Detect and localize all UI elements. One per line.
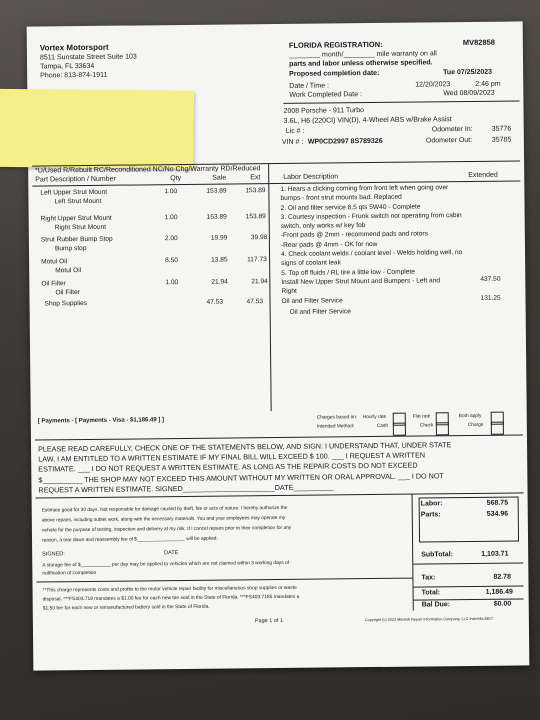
col-labor-header: Labor Description — [283, 173, 339, 181]
statement-line: LAW, I AM ENTITLED TO A WRITTEN ESTIMATE IF MY FINAL BILL WILL EXCEED $ 100. ___ I REQUEST A WRITTEN — [38, 450, 426, 464]
col-sale-header: Sale — [212, 174, 227, 182]
part-qty: 1.00 — [164, 214, 178, 222]
labor-line: signs of coolant leak — [281, 259, 341, 268]
part-name: Strut Rubber Bump Stop — [40, 235, 113, 244]
fine-print-line: reason, a tear down and reassembly fee of $__________________ will be applied. — [42, 536, 218, 544]
col-part-header: Part Description / Number — [35, 175, 116, 184]
labor-line: 3. Courtesy inspection - Frunk switch not operating from cabin — [280, 211, 462, 221]
parts-total-value: 534.96 — [486, 510, 509, 518]
written-estimate-statement — [38, 440, 452, 495]
tax-value: 82.78 — [493, 573, 512, 581]
part-sale: 13.85 — [211, 256, 228, 264]
cash-label: Cash — [376, 423, 389, 429]
storage-line: notification of completion — [42, 570, 97, 577]
divider — [414, 585, 524, 587]
col-extended-header: Extended — [468, 171, 498, 179]
vehicle-model: 2008 Porsche - 911 Turbo — [283, 107, 364, 115]
labor-item-sub: Oil and Filter Service — [289, 308, 351, 316]
col-qty-header: Qty — [170, 175, 182, 183]
labor-total-label: Labor: — [420, 500, 443, 508]
table-row — [29, 234, 269, 259]
date-label: DATE — [164, 550, 179, 557]
table-row — [29, 278, 269, 301]
col-ext-header: Ext — [250, 174, 261, 182]
check-checkbox[interactable] — [436, 422, 449, 435]
check-label: Check — [419, 423, 434, 429]
part-name: Right Upper Strut Mount — [40, 214, 112, 223]
charges-based-label: Charges based on: — [316, 415, 358, 421]
part-ext: 39.98 — [250, 234, 268, 242]
subtotal-value: 1,103.71 — [481, 550, 509, 558]
labor-line: -Rear pads @ 4mm - OK for now — [280, 240, 378, 249]
shop-name: Vortex Motorsport — [39, 42, 109, 53]
part-ext: 153.89 — [245, 213, 266, 221]
proposed-completion-value: Tue 07/25/2023 — [443, 68, 493, 77]
part-sale: 153.89 — [206, 187, 227, 195]
labor-line: -Front pads @ 2mm - recommend pads and rotors — [280, 230, 428, 240]
lic-label: Lic # : — [285, 127, 305, 135]
fine-print-line: above repairs, including sublet work, along with the necessary materials. You and your employees may operate my — [41, 515, 286, 524]
copyright: Copyright (c) 2023 Mitchell Repair Information Company, LLC Invbmlla 8817 — [364, 616, 494, 623]
labor-description — [280, 183, 463, 317]
charge-label: Charge — [467, 422, 484, 429]
statement-line: PLEASE READ CAREFULLY, CHECK ONE OF THE STATEMENTS BELOW, AND SIGN: I UNDERSTAND THAT, UNDER STATE — [38, 440, 452, 454]
tax-label: Tax: — [421, 574, 436, 582]
fine-print-line: Estimate good for 30 days. Not responsible for damage caused by theft, fire or acts of nature. I hereby authorize the — [41, 505, 288, 514]
part-sub: Motul Oil — [55, 267, 82, 275]
labor-line: 4. Check coolant welds / coolant level - Welds holding well, no — [281, 249, 463, 259]
time-value: 2:46 pm — [475, 80, 501, 88]
labor-amount: 131.25 — [480, 294, 501, 302]
statement-line: $__________ THE SHOP MAY NOT EXCEED THIS AMOUNT WITHOUT MY WRITTEN OR ORAL APPROVAL. ___ I DO NOT — [38, 470, 444, 485]
labor-total-value: 568.75 — [486, 499, 509, 507]
invoice-paper — [27, 21, 530, 670]
fine-print-line: vehicle for the purpose of testing, inspection and delivery at my risk. If I cancel repairs prior to their completion for any — [41, 525, 292, 534]
table-row — [28, 187, 268, 216]
part-ext: 117.73 — [247, 256, 267, 264]
table-row — [29, 213, 269, 237]
legend-text: *U/Used R/Rebuilt RC/Reconditioned NC/No Chg/Warranty RD/Reduced — [35, 165, 261, 175]
part-sale: 21.94 — [211, 278, 228, 286]
total-value: 1,186.49 — [485, 588, 513, 596]
date-value: 12/20/2023 — [415, 81, 451, 89]
divider — [413, 562, 523, 564]
labor-line: 1. Hears a clicking coming from front left when going over — [280, 184, 449, 193]
part-name: Oil Filter — [41, 280, 66, 288]
labor-item-line: Right — [281, 288, 297, 296]
table-row — [30, 298, 270, 313]
odometer-out-value: 35785 — [491, 136, 512, 144]
part-sale: 153.89 — [206, 213, 227, 221]
odometer-in-value: 35776 — [491, 125, 512, 133]
part-name: Left Upper Strut Mount — [40, 188, 108, 197]
payments-text: [ Payments - [ Payments - Visa - $1,186.49 ] ] — [37, 417, 165, 425]
part-ext: 21.94 — [251, 278, 268, 286]
table-row — [29, 256, 269, 281]
labor-line: bumps - front strut mounts bad. Replaced — [280, 193, 402, 203]
balance-due-value: $0.00 — [493, 600, 512, 608]
part-sub: Oil Filter — [55, 289, 81, 297]
part-name: Shop Supplies — [44, 299, 88, 308]
shop-city: Tampa, FL 33634 — [40, 62, 95, 71]
datetime-label: Date / Time : — [289, 82, 330, 90]
odometer-in-label: Odometer In: — [431, 125, 473, 134]
work-completed-value: Wed 08/09/2023 — [443, 89, 495, 98]
part-qty: 1.00 — [165, 279, 179, 287]
charge-checkbox[interactable] — [491, 422, 504, 435]
intended-method-label: Intended Method: — [316, 424, 355, 430]
statement-line: REQUEST A WRITTEN ESTIMATE. SIGNED_______________________DATE__________ — [38, 482, 334, 495]
both-apply-label: Both apply — [458, 413, 482, 420]
part-sub: Left Strut Mount — [54, 197, 102, 206]
odometer-out-label: Odometer Out: — [425, 136, 473, 145]
shop-address: 8511 Sunstate Street Suite 103 — [39, 53, 137, 62]
subtotal-label: SubTotal: — [421, 551, 453, 559]
storage-fee — [42, 560, 289, 579]
signed-label: SIGNED: — [42, 551, 65, 558]
divider — [283, 100, 519, 103]
part-qty: 1.00 — [164, 188, 178, 196]
labor-item-line: Install New Upper Strut Mount and Bumpers - Left and — [281, 277, 441, 286]
charge-line: **This charge represents costs and profits to the motor vehicle repair facility for miscellaneous shop supplies or waste — [42, 585, 297, 594]
statement-line: ESTIMATE. ___ I DO NOT REQUEST A WRITTEN ESTIMATE. AS LONG AS THE REPAIR COSTS DO NOT EXCEED — [38, 460, 418, 474]
part-ext: 47.53 — [246, 298, 264, 306]
flat-rate-label: Flat rate — [412, 414, 431, 420]
cash-checkbox[interactable] — [393, 423, 406, 436]
registration-number: MV82858 — [462, 37, 495, 48]
sticky-note — [0, 89, 194, 169]
vehicle-engine: 3.6L, H6 (220CI) VIN(D), 4-Wheel ABS w/Brake Assist — [283, 116, 452, 125]
total-label: Total: — [421, 589, 441, 597]
part-ext: 153.89 — [245, 187, 266, 195]
labor-line: switch, only works w/ key fob — [280, 222, 366, 231]
warranty-line-2: parts and labor unless otherwise specified. — [289, 59, 433, 68]
part-sub: Right Strut Mount — [54, 223, 107, 232]
vin-value: WP0CD2997 8S789326 — [307, 137, 383, 146]
totals-box — [412, 493, 524, 610]
vin-label: VIN # : — [281, 138, 304, 146]
page-number: Page 1 of 1 — [254, 617, 284, 625]
registration-label: FLORIDA REGISTRATION: — [288, 39, 383, 50]
part-sale: 19.99 — [210, 234, 228, 242]
warranty-line: ________ month/________ mile warranty on all — [288, 50, 437, 59]
divider — [36, 578, 412, 583]
labor-item-line: Oil and Filter Service — [281, 296, 343, 305]
hourly-rate-label: Hourly rate — [362, 414, 387, 421]
storage-line: A storage fee of $___________ per day may be applied to vehicles which are not claimed within 3 working days of — [42, 560, 290, 569]
part-name: Motul Oil — [41, 258, 68, 266]
work-completed-label: Work Completed Date : — [289, 91, 363, 99]
part-qty: 2.00 — [164, 235, 178, 243]
charge-line: disposal. ***FS403.718 mandates a $1.00 fee for each new tire sold in the State of Florida. ***FS403.7185 mandates a — [42, 594, 300, 603]
balance-due-label: Bal Due: — [421, 601, 451, 609]
part-sale: 47.53 — [206, 298, 224, 306]
part-sub: Bump stop — [54, 245, 87, 253]
labor-line: 2. Oil and filter service 8.5 qts 5W40 - Complete — [280, 203, 421, 212]
labor-line: 5. Top off fluids / RL tire a little low - Complete — [281, 268, 415, 277]
parts-total-label: Parts: — [420, 511, 441, 519]
shop-charge-notice — [43, 584, 300, 614]
fine-print — [42, 504, 292, 547]
charge-line: $1.50 fee for each new or remanufactured battery sold in the State of Florida. — [42, 604, 210, 612]
parts-list — [28, 187, 269, 313]
shop-phone: Phone: 813-874-1911 — [40, 71, 108, 80]
labor-amount: 437.50 — [480, 275, 501, 283]
proposed-completion-label: Proposed completion date: — [289, 69, 380, 78]
part-qty: 8.50 — [165, 257, 178, 265]
